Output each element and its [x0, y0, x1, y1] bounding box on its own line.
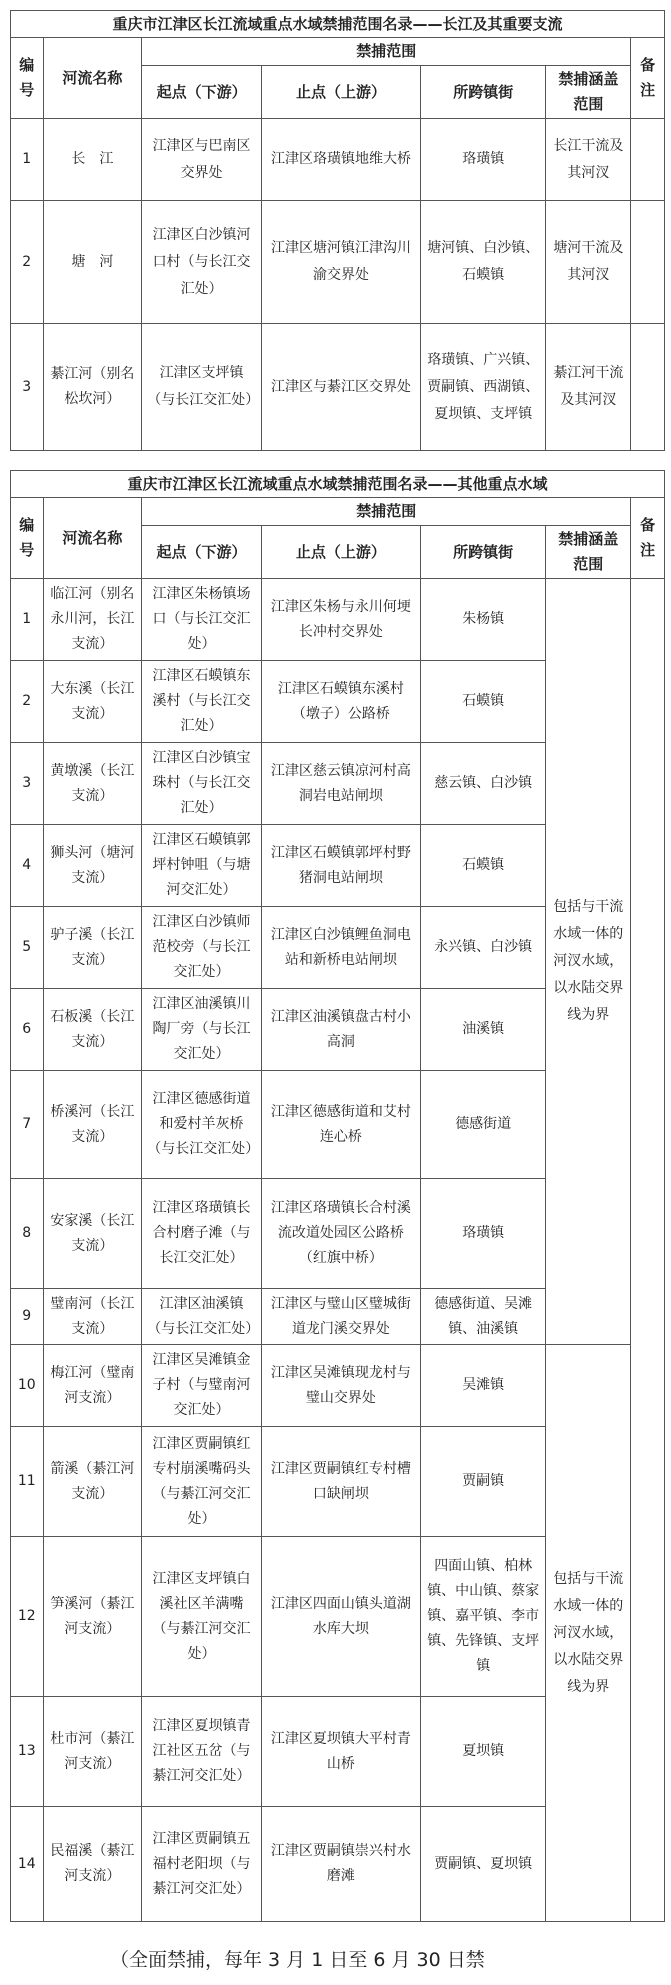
cell-towns: 贾嗣镇、夏坝镇: [420, 1807, 545, 1922]
table-row: [11, 324, 665, 451]
cell-river: 塘 河: [43, 201, 142, 324]
cell-no: 13: [11, 1697, 44, 1807]
cell-start: 江津区贾嗣镇五福村老阳坝（与綦江河交汇处）: [142, 1807, 262, 1922]
table-title: 重庆市江津区长江流域重点水域禁捕范围名录——长江及其重要支流: [11, 11, 665, 38]
header-scope: 禁捕范围: [142, 498, 631, 526]
cell-start: 江津区与巴南区交界处: [142, 119, 262, 201]
cell-start: 江津区德感街道和爱村羊灰桥（与长江交汇处）: [142, 1071, 262, 1179]
cell-start: 江津区珞璜镇长合村磨子滩（与长江交汇处）: [142, 1179, 262, 1289]
cell-river: 璧南河（长江支流）: [43, 1289, 142, 1345]
cell-start: 江津区白沙镇河口村（与长江交汇处）: [142, 201, 262, 324]
header-remark: 备注: [631, 498, 665, 579]
cell-towns: 石蟆镇: [420, 825, 545, 907]
table-other-waters: [10, 470, 665, 1922]
header-towns: 所跨镇街: [421, 66, 546, 119]
header-towns: 所跨镇街: [420, 526, 545, 579]
cell-river: 梅江河（璧南河支流）: [43, 1345, 142, 1427]
cell-towns: 珞璜镇、广兴镇、贾嗣镇、西湖镇、夏坝镇、支坪镇: [421, 324, 546, 451]
cell-end: 江津区珞璜镇地维大桥: [261, 119, 420, 201]
footnote: （全面禁捕，每年 3 月 1 日至 6 月 30 日禁: [110, 1949, 485, 1971]
cell-towns: 四面山镇、柏林镇、中山镇、蔡家镇、嘉平镇、李市镇、先锋镇、支坪镇: [420, 1537, 545, 1697]
cell-remark: [631, 579, 665, 1922]
cell-towns: 石蟆镇: [420, 661, 545, 743]
cell-no: 6: [11, 989, 44, 1071]
header-end: 止点（上游）: [261, 66, 420, 119]
cell-end: 江津区石蟆镇东溪村（墩子）公路桥: [261, 661, 420, 743]
cell-river: 长 江: [43, 119, 142, 201]
cell-no: 4: [11, 825, 44, 907]
cell-no: 1: [11, 579, 44, 661]
header-river: 河流名称: [43, 38, 142, 119]
cell-river: 笋溪河（綦江河支流）: [43, 1537, 142, 1697]
cell-no: 5: [11, 907, 44, 989]
header-end: 止点（上游）: [261, 526, 420, 579]
cell-coverage-merged: 包括与干流水域一体的河汊水域，以水陆交界线为界: [546, 1345, 631, 1922]
cell-coverage-merged: 包括与干流水域一体的河汊水域，以水陆交界线为界: [546, 579, 631, 1345]
cell-no: 14: [11, 1807, 44, 1922]
table-row: [11, 579, 665, 661]
cell-end: 江津区贾嗣镇崇兴村水磨滩: [261, 1807, 420, 1922]
cell-river: 驴子溪（长江支流）: [43, 907, 142, 989]
cell-end: 江津区慈云镇凉河村高洞岩电站闸坝: [261, 743, 420, 825]
cell-start: 江津区支坪镇（与长江交汇处）: [142, 324, 262, 451]
table-title: 重庆市江津区长江流域重点水域禁捕范围名录——其他重点水域: [11, 471, 665, 498]
cell-start: 江津区支坪镇白溪社区羊满嘴（与綦江河交汇处）: [142, 1537, 262, 1697]
cell-end: 江津区与璧山区璧城街道龙门溪交界处: [261, 1289, 420, 1345]
header-start: 起点（下游）: [142, 66, 262, 119]
cell-end: 江津区塘河镇江津沟川渝交界处: [261, 201, 420, 324]
cell-coverage: 綦江河干流及其河汊: [546, 324, 631, 451]
cell-towns: 德感街道: [420, 1071, 545, 1179]
cell-no: 7: [11, 1071, 44, 1179]
cell-river: 綦江河（别名松坎河）: [43, 324, 142, 451]
cell-start: 江津区油溪镇（与长江交汇处）: [142, 1289, 262, 1345]
cell-end: 江津区朱杨与永川何埂长冲村交界处: [261, 579, 420, 661]
cell-no: 2: [11, 661, 44, 743]
table-main-river: [10, 10, 665, 451]
cell-river: 安家溪（长江支流）: [43, 1179, 142, 1289]
cell-end: 江津区贾嗣镇红专村槽口缺闸坝: [261, 1427, 420, 1537]
cell-towns: 珞璜镇: [420, 1179, 545, 1289]
table-row: [11, 119, 665, 201]
cell-no: 3: [11, 743, 44, 825]
cell-remark: [631, 324, 665, 451]
cell-start: 江津区油溪镇川陶厂旁（与长江交汇处）: [142, 989, 262, 1071]
cell-towns: 朱杨镇: [420, 579, 545, 661]
cell-no: 12: [11, 1537, 44, 1697]
cell-river: 杜市河（綦江河支流）: [43, 1697, 142, 1807]
cell-no: 10: [11, 1345, 44, 1427]
header-no: 编号: [11, 38, 44, 119]
cell-river: 临江河（别名永川河，长江支流）: [43, 579, 142, 661]
cell-towns: 塘河镇、白沙镇、石蟆镇: [421, 201, 546, 324]
cell-towns: 贾嗣镇: [420, 1427, 545, 1537]
cell-towns: 慈云镇、白沙镇: [420, 743, 545, 825]
cell-river: 石板溪（长江支流）: [43, 989, 142, 1071]
cell-no: 3: [11, 324, 44, 451]
cell-river: 大东溪（长江支流）: [43, 661, 142, 743]
cell-no: 1: [11, 119, 44, 201]
cell-end: 江津区夏坝镇大平村青山桥: [261, 1697, 420, 1807]
header-coverage: 禁捕涵盖范围: [546, 66, 631, 119]
cell-remark: [631, 119, 665, 201]
cell-end: 江津区珞璜镇长合村溪流改道处园区公路桥（红旗中桥）: [261, 1179, 420, 1289]
cell-remark: [631, 201, 665, 324]
cell-end: 江津区白沙镇鲤鱼洞电站和新桥电站闸坝: [261, 907, 420, 989]
cell-no: 11: [11, 1427, 44, 1537]
cell-coverage: 塘河干流及其河汊: [546, 201, 631, 324]
cell-end: 江津区德感街道和艾村连心桥: [261, 1071, 420, 1179]
cell-no: 9: [11, 1289, 44, 1345]
table-row: [11, 201, 665, 324]
cell-end: 江津区吴滩镇现龙村与璧山交界处: [261, 1345, 420, 1427]
table-row: [11, 1345, 665, 1427]
header-coverage: 禁捕涵盖范围: [546, 526, 631, 579]
header-river: 河流名称: [43, 498, 142, 579]
cell-end: 江津区与綦江区交界处: [261, 324, 420, 451]
cell-towns: 永兴镇、白沙镇: [420, 907, 545, 989]
cell-river: 民福溪（綦江河支流）: [43, 1807, 142, 1922]
cell-start: 江津区白沙镇师范校旁（与长江交汇处）: [142, 907, 262, 989]
cell-no: 2: [11, 201, 44, 324]
cell-start: 江津区贾嗣镇红专村崩溪嘴码头（与綦江河交汇处）: [142, 1427, 262, 1537]
cell-end: 江津区油溪镇盘古村小高洞: [261, 989, 420, 1071]
cell-river: 黄墩溪（长江支流）: [43, 743, 142, 825]
cell-towns: 吴滩镇: [420, 1345, 545, 1427]
cell-river: 狮头河（塘河支流）: [43, 825, 142, 907]
cell-towns: 珞璜镇: [421, 119, 546, 201]
cell-river: 桥溪河（长江支流）: [43, 1071, 142, 1179]
header-no: 编号: [11, 498, 44, 579]
cell-end: 江津区石蟆镇郭坪村野猪洞电站闸坝: [261, 825, 420, 907]
cell-end: 江津区四面山镇头道湖水库大坝: [261, 1537, 420, 1697]
cell-towns: 夏坝镇: [420, 1697, 545, 1807]
header-remark: 备注: [631, 38, 665, 119]
cell-start: 江津区吴滩镇金子村（与璧南河交汇处）: [142, 1345, 262, 1427]
header-start: 起点（下游）: [142, 526, 262, 579]
header-scope: 禁捕范围: [142, 38, 631, 66]
cell-start: 江津区石蟆镇郭坪村钟咀（与塘河交汇处）: [142, 825, 262, 907]
cell-start: 江津区石蟆镇东溪村（与长江交汇处）: [142, 661, 262, 743]
cell-no: 8: [11, 1179, 44, 1289]
cell-start: 江津区朱杨镇场口（与长江交汇处）: [142, 579, 262, 661]
cell-towns: 油溪镇: [420, 989, 545, 1071]
cell-towns: 德感街道、吴滩镇、油溪镇: [420, 1289, 545, 1345]
cell-river: 箭溪（綦江河支流）: [43, 1427, 142, 1537]
cell-start: 江津区白沙镇宝珠村（与长江交汇处）: [142, 743, 262, 825]
cell-coverage: 长江干流及其河汊: [546, 119, 631, 201]
cell-start: 江津区夏坝镇青江社区五岔（与綦江河交汇处）: [142, 1697, 262, 1807]
